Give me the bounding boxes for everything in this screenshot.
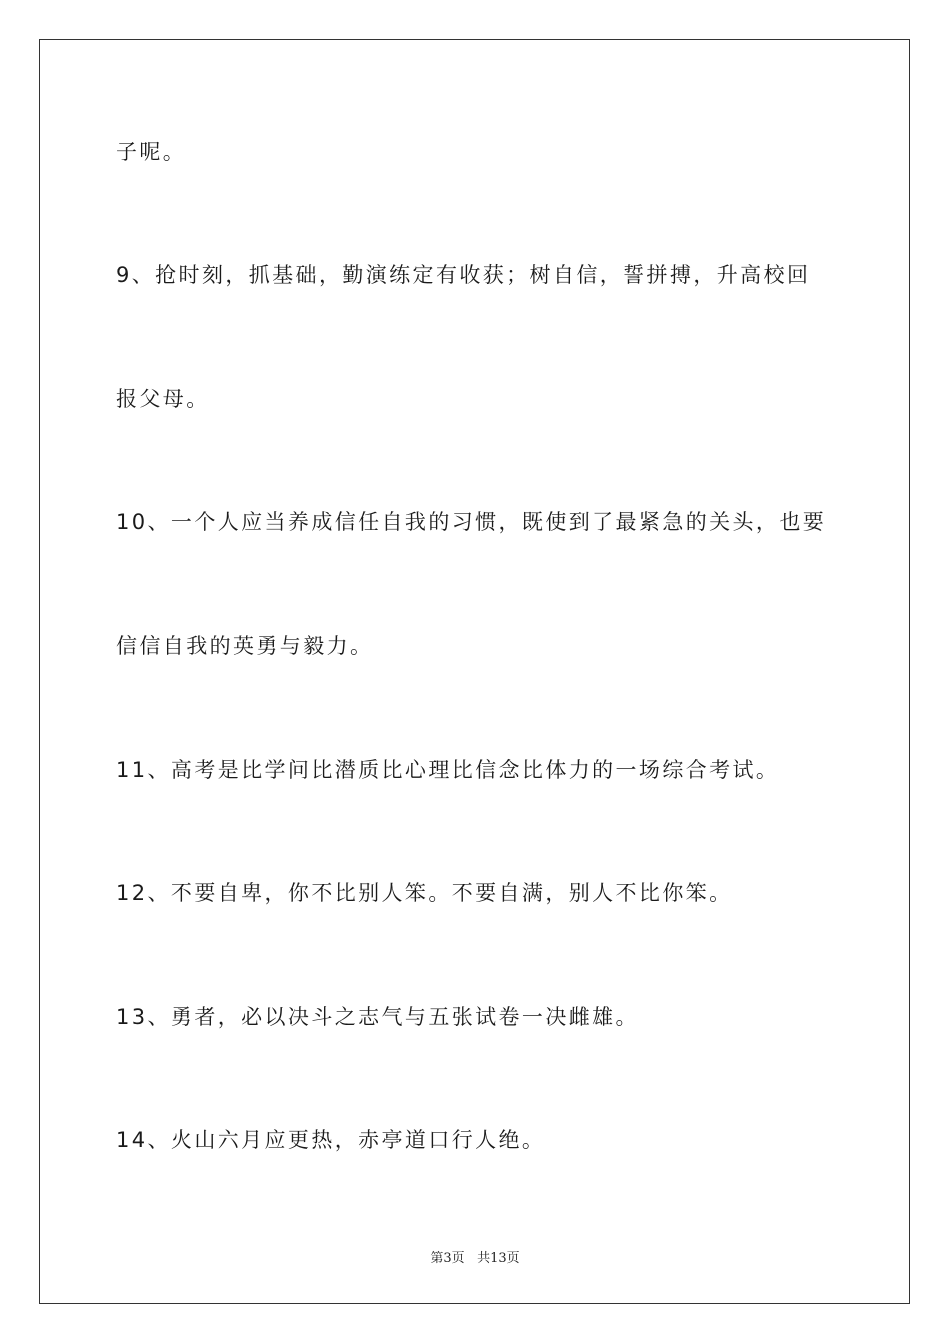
text-line-2: 9、抢时刻，抓基础，勤演练定有收获；树自信，誓拼搏，升高校回	[116, 263, 811, 287]
page-footer	[0, 1247, 950, 1266]
text-line-3: 报父母。	[116, 387, 210, 411]
text-line-1: 子呢。	[116, 140, 187, 164]
text-line-9: 14、火山六月应更热，赤亭道口行人绝。	[116, 1128, 546, 1152]
page-number: 第3页	[430, 1251, 465, 1266]
text-line-8: 13、勇者，必以决斗之志气与五张试卷一决雌雄。	[116, 1005, 639, 1029]
text-line-6: 11、高考是比学问比潜质比心理比信念比体力的一场综合考试。	[116, 758, 780, 782]
text-line-4: 10、一个人应当养成信任自我的习惯，既使到了最紧急的关头，也要	[116, 510, 827, 534]
page-total: 共13页	[477, 1251, 520, 1266]
page-border	[39, 39, 910, 1304]
text-line-7: 12、不要自卑，你不比别人笨。不要自满，别人不比你笨。	[116, 881, 733, 905]
text-line-5: 信信自我的英勇与毅力。	[116, 634, 374, 658]
